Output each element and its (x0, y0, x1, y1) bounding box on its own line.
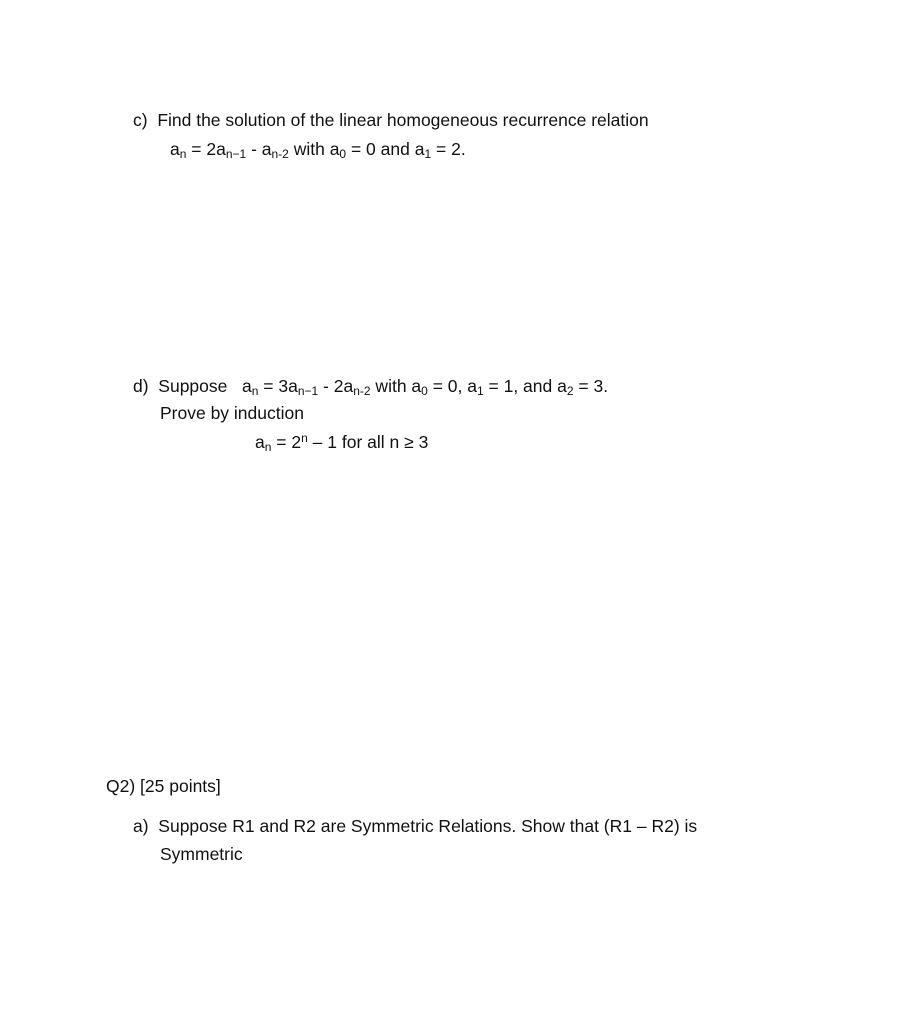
part-d-suppose: Suppose (158, 376, 228, 396)
q2-part-a-line1 (133, 815, 697, 837)
q2-header: Q2) [25 points] (106, 776, 221, 796)
part-d-prove: Prove by induction (160, 403, 304, 423)
part-d-label: d) (133, 376, 149, 396)
part-c-title: Find the solution of the linear homogeneous recurrence relation (157, 110, 649, 130)
q2-part-a-text1: Suppose R1 and R2 are Symmetric Relations. Show that (R1 – R2) is (158, 816, 698, 836)
part-d-equation-line: d) Suppose $a_n = 3a_{n-1} - 2a_{n-2}$ with $a_0 = 0$, $a_1 = 1$, and $a_2 = 3$. (133, 376, 609, 398)
part-c-equation: $a_n = 2a_{n-1} - a_{n-2}$ with $a_0 = 0$ and $a_1 = 2$. (170, 139, 466, 161)
q2-part-a-line2: Symmetric (160, 844, 243, 864)
part-c-title-line (133, 109, 649, 131)
q2-part-a-label: a) (133, 816, 149, 836)
part-d-claim: $a_n = 2^n - 1$ for all n ≥ 3 (255, 431, 429, 454)
part-c-label: c) (133, 110, 148, 130)
